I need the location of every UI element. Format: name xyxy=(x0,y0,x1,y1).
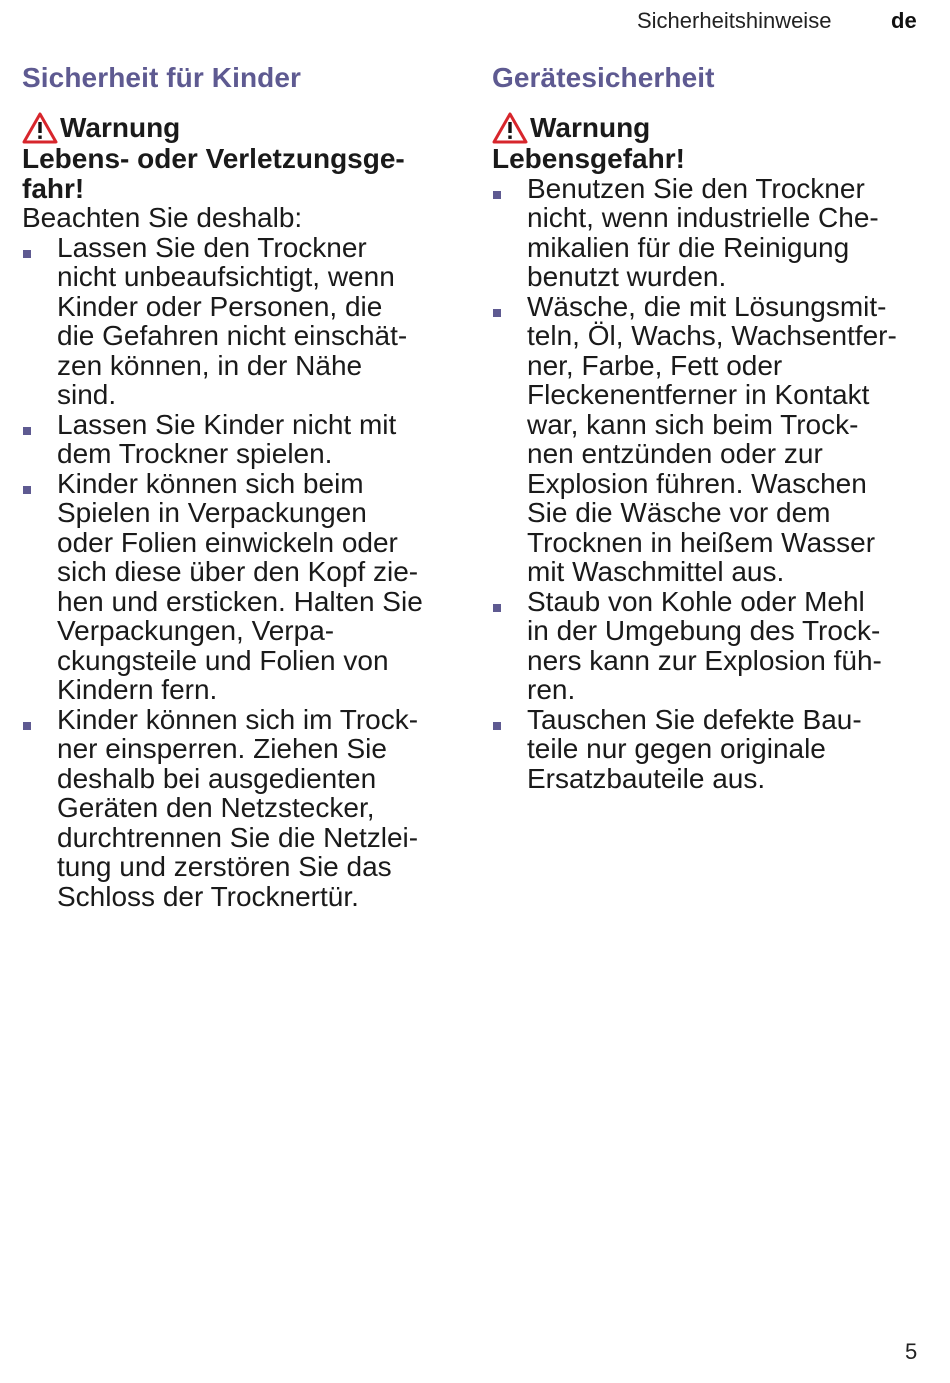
square-bullet-icon xyxy=(23,722,31,730)
list-item xyxy=(22,410,462,469)
danger-statement: Lebensgefahr! xyxy=(492,143,685,174)
square-bullet-icon xyxy=(493,309,501,317)
list-item-text: Kinder können sich im Trock- ner einsperren. Ziehen Sie deshalb bei ausgedienten Geräten den Netzstecker, durchtrennen Sie die Netzlei- tung und zerstören Sie das Schloss der Trocknertür. xyxy=(57,703,419,912)
square-bullet-icon xyxy=(23,486,31,494)
square-bullet-icon xyxy=(23,250,31,258)
square-bullet-icon xyxy=(493,191,501,199)
safety-list xyxy=(22,233,462,912)
list-item xyxy=(492,174,932,292)
list-item-text: Wäsche, die mit Lösungsmit- teln, Öl, Wachs, Wachsentfer- ner, Farbe, Fett oder Fleckenentferner in Kontakt war, kann sich beim Trock- nen entzünden oder zur Explosion führen. Waschen Sie die Wäsche vor dem Trocknen in heißem Wasser mit Waschmittel aus. xyxy=(527,290,897,587)
list-item xyxy=(492,705,932,794)
square-bullet-icon xyxy=(23,427,31,435)
warning-label-row xyxy=(22,112,462,144)
section-heading-child-safety: Sicherheit für Kinder xyxy=(22,62,302,93)
list-item-text: Tauschen Sie defekte Bau- teile nur gegen originale Ersatzbauteile aus. xyxy=(527,703,862,794)
warning-label: Warnung xyxy=(530,112,651,143)
square-bullet-icon xyxy=(493,604,501,612)
list-item xyxy=(22,705,462,912)
warning-triangle-icon xyxy=(492,112,528,144)
square-bullet-icon xyxy=(493,722,501,730)
list-item-text: Kinder können sich beim Spielen in Verpackungen oder Folien einwickeln oder sich diese über den Kopf zie- hen und ersticken. Halten Sie Verpackungen, Verpa- ckungsteile und Folien von Kindern fern. xyxy=(57,467,423,705)
page-number: 5 xyxy=(905,1339,918,1364)
list-item-text: Lassen Sie den Trockner nicht unbeaufsichtigt, wenn Kinder oder Personen, die die Gefahren nicht einschät- zen können, in der Nähe sind. xyxy=(57,231,408,410)
intro-text: Beachten Sie deshalb: xyxy=(22,202,303,233)
danger-statement: Lebens- oder Verletzungsge- fahr! xyxy=(22,143,405,204)
section-heading-device-safety: Gerätesicherheit xyxy=(492,62,715,93)
warning-label: Warnung xyxy=(60,112,181,143)
list-item-text: Staub von Kohle oder Mehl in der Umgebung des Trock- ners kann zur Explosion füh- ren. xyxy=(527,585,882,705)
section-device-safety xyxy=(492,60,932,793)
safety-list xyxy=(492,174,932,794)
list-item xyxy=(22,469,462,705)
list-item-text: Benutzen Sie den Trockner nicht, wenn industrielle Che- mikalien für die Reinigung benutzt wurden. xyxy=(527,172,879,292)
list-item xyxy=(492,587,932,705)
warning-label-row xyxy=(492,112,932,144)
language-code: de xyxy=(891,8,917,33)
warning-triangle-icon xyxy=(22,112,58,144)
list-item-text: Lassen Sie Kinder nicht mit dem Trockner spielen. xyxy=(57,408,397,469)
list-item xyxy=(492,292,932,587)
running-header-title: Sicherheitshinweise xyxy=(637,8,832,33)
list-item xyxy=(22,233,462,410)
section-child-safety xyxy=(22,60,462,911)
